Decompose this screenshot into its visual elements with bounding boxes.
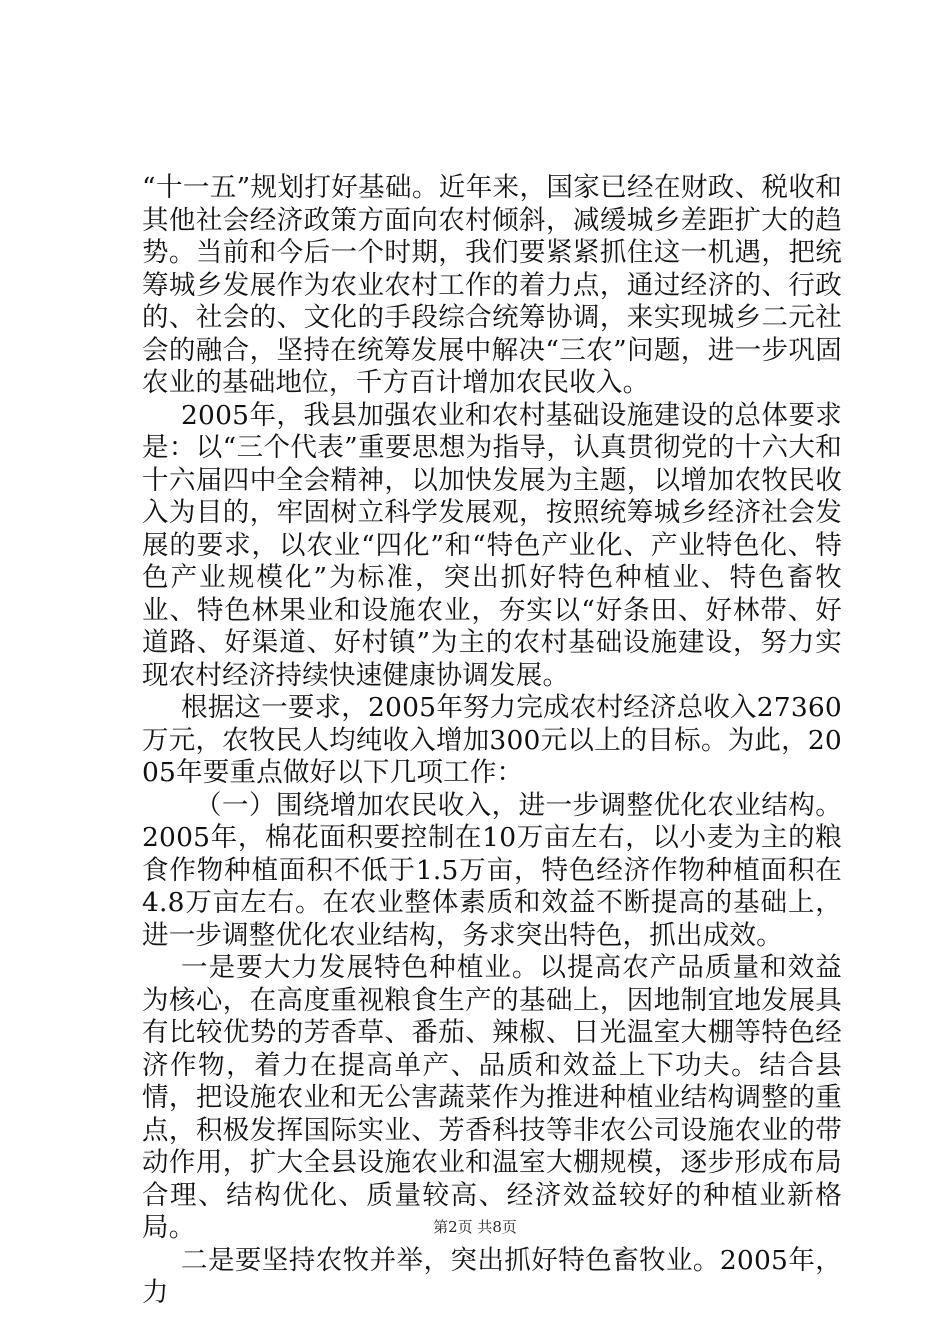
paragraph-continuation: “十一五”规划打好基础。近年来，国家已经在财政、税收和其他社会经济政策方面向农村倾斜，减缓城乡差距扩大的趋势。当前和今后一个时期，我们要紧紧抓住这一机遇，把统筹城乡发展作为农业农村工作的着力点，通过经济的、行政的、社会的、文化的手段综合统筹协调，来实现城乡二元社会的融合，坚持在统筹发展中解决“三农”问题，进一步巩固农业的基础地位，千方百计增加农民收入。: [142, 172, 842, 398]
paragraph-targets: 根据这一要求，2005年努力完成农村经济总收入27360万元，农牧民人均纯收入增加300元以上的目标。为此，2005年要重点做好以下几项工作：: [142, 692, 842, 788]
paragraph-overall-requirements: 2005年，我县加强农业和农村基础设施建设的总体要求是：以“三个代表”重要思想为指导，认真贯彻党的十六大和十六届四中全会精神，以加快发展为主题，以增加农牧民收入为目的，牢固树立科学发展观，按照统筹城乡经济社会发展的要求，以农业“四化”和“特色产业化、产业特色化、特色产业规模化”为标准，突出抓好特色种植业、特色畜牧业、特色林果业和设施农业，夯实以“好条田、好林带、好道路、好渠道、好村镇”为主的农村基础设施建设，努力实现农村经济持续快速健康协调发展。: [142, 399, 842, 691]
page-footer: 第2页 共8页: [433, 1218, 517, 1236]
paragraph-planting: 一是要大力发展特色种植业。以提高农产品质量和效益为核心，在高度重视粮食生产的基础上，因地制宜地发展具有比较优势的芳香草、番茄、辣椒、日光温室大棚等特色经济作物，着力在提高单产、品质和效益上下功夫。结合县情，把设施农业和无公害蔬菜作为推进种植业结构调整的重点，积极发挥国际实业、芳香科技等非农公司设施农业的带动作用，扩大全县设施农业和温室大棚规模，逐步形成布局合理、结构优化、质量较高、经济效益较好的种植业新格局。: [142, 952, 842, 1243]
paragraph-livestock: 二是要坚持农牧并举，突出抓好特色畜牧业。2005年，力: [142, 1244, 842, 1308]
document-body: [142, 172, 842, 1310]
paragraph-section-one: （一）围绕增加农民收入，进一步调整优化农业结构。2005年，棉花面积要控制在10万亩左右，以小麦为主的粮食作物种植面积不低于1.5万亩，特色经济作物种植面积在4.8万亩左右。在农业整体素质和效益不断提高的基础上，进一步调整优化农业结构，务求突出特色，抓出成效。: [142, 789, 842, 951]
